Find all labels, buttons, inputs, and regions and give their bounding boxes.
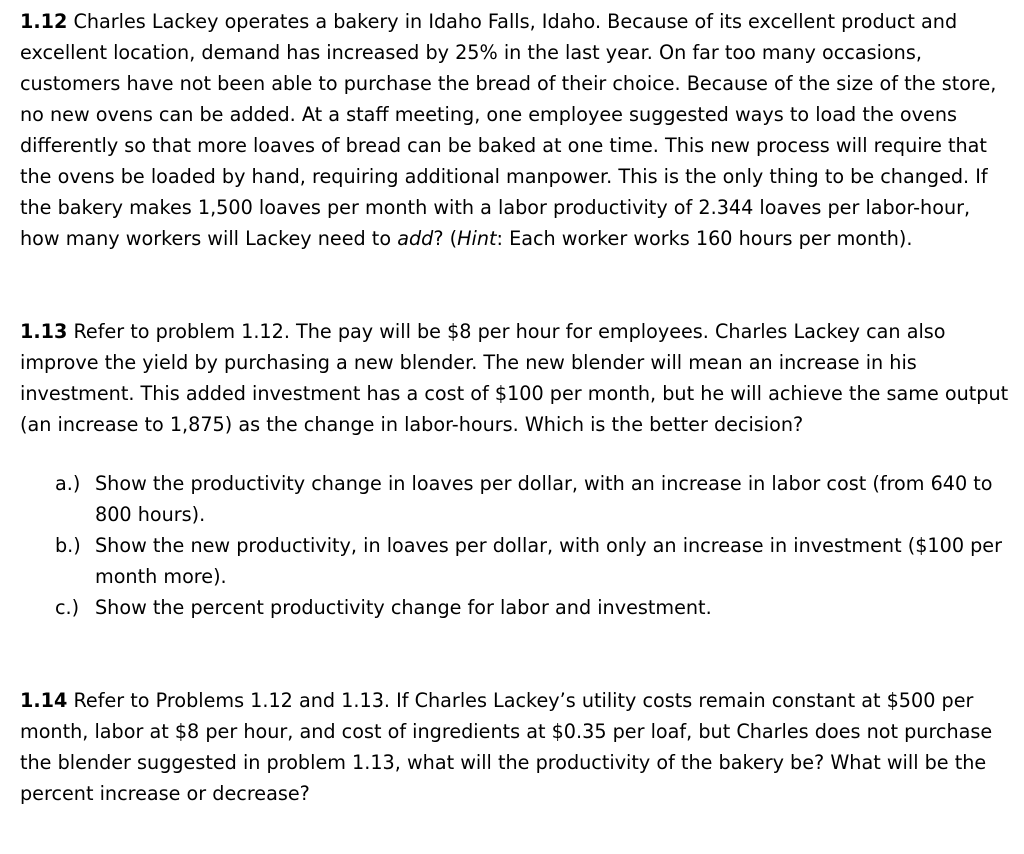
problem-text: Refer to problem 1.12. The pay will be $8 per hour for employees. Charles Lackey can also improve the yield by purchasing a new blender. The new blender will mean an increase in his investment. This added investment has a cost of $100 per month, but he will achieve the same output (an increase to 1,875) as the change in labor-hours. Which is the better decision? [20,320,1009,436]
problem-number: 1.14 [20,689,68,712]
subpart-label: b.) [55,534,81,557]
problem-1-14 [20,685,1010,809]
problem-number: 1.12 [20,10,68,33]
subpart-c [20,592,1010,623]
subpart-a [20,468,1010,530]
subpart-text: Show the percent productivity change for labor and investment. [95,596,712,619]
problem-1-13 [20,316,1010,440]
subpart-list [20,468,1010,623]
subpart-label: c.) [55,596,80,619]
subpart-text: Show the new productivity, in loaves per dollar, with only an increase in investment ($100 per month more). [95,534,1002,588]
subpart-b [20,530,1010,592]
problem-1-12 [20,6,1010,254]
problem-number: 1.13 [20,320,68,343]
document-page [20,6,1010,809]
emphasis-add: add [397,227,434,250]
subpart-text: Show the productivity change in loaves per dollar, with an increase in labor cost (from 640 to 800 hours). [95,472,993,526]
emphasis-hint: Hint [457,227,497,250]
problem-text: Refer to Problems 1.12 and 1.13. If Charles Lackey’s utility costs remain constant at $500 per month, labor at $8 per hour, and cost of ingredients at $0.35 per loaf, but Charles does not purchase the blender suggested in problem 1.13, what will the productivity of the bakery be? What will be the percent increase or decrease? [20,689,993,805]
problem-text-end: : Each worker works 160 hours per month). [496,227,913,250]
subpart-label: a.) [55,472,81,495]
problem-text-continued: ? ( [433,227,458,250]
problem-text: Charles Lackey operates a bakery in Idaho Falls, Idaho. Because of its excellent product and excellent location, demand has increased by 25% in the last year. On far too many occasions, customers have not been able to purchase the bread of their choice. Because of the size of the store, no new ovens can be added. At a staff meeting, one employee suggested ways to load the ovens differently so that more loaves of bread can be baked at one time. This new process will require that the ovens be loaded by hand, requiring additional manpower. This is the only thing to be changed. If the bakery makes 1,500 loaves per month with a labor productivity of 2.344 loaves per labor-hour, how many workers will Lackey need to [20,10,997,250]
